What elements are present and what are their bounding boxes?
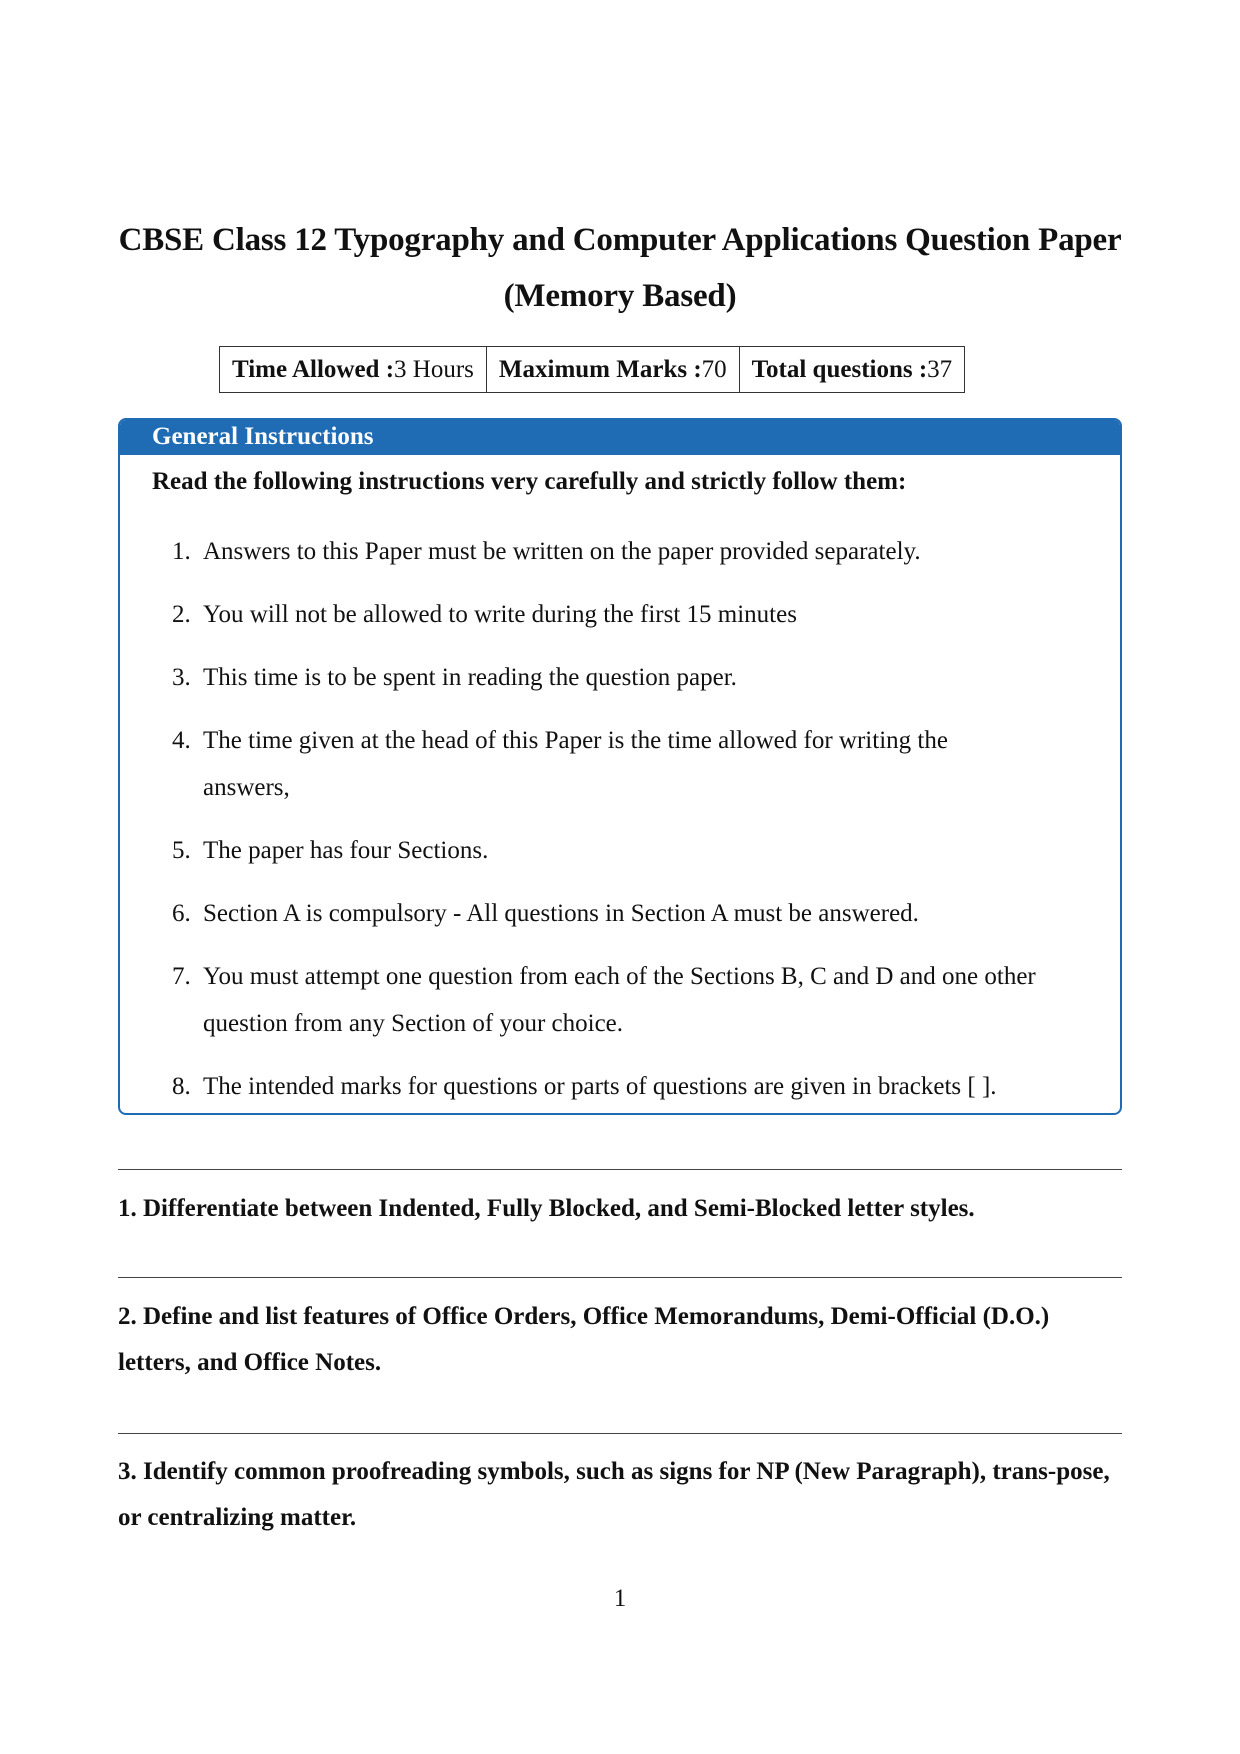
instruction-number: 1. xyxy=(172,538,191,565)
instruction-item xyxy=(172,1063,1072,1110)
total-questions-value: 37 xyxy=(927,355,953,383)
instruction-number: 6. xyxy=(172,900,191,927)
instruction-number: 7. xyxy=(172,963,191,990)
instruction-text: You will not be allowed to write during the first 15 minutes xyxy=(203,601,797,628)
document-title: CBSE Class 12 Typography and Computer Applications Question Paper (Memory Based) xyxy=(118,222,1122,314)
general-instructions-heading: General Instructions xyxy=(120,420,1120,455)
maximum-marks-label: Maximum Marks : xyxy=(498,355,702,383)
instruction-text: The paper has four Sections. xyxy=(203,837,489,864)
question-3: 3. Identify common proofreading symbols, such as signs for NP (New Paragraph), trans-pose, or centralizing matter. xyxy=(118,1458,1110,1531)
instruction-item xyxy=(172,717,1012,811)
exam-meta-table xyxy=(219,346,965,393)
instruction-text: The intended marks for questions or parts of questions are given in brackets [ ]. xyxy=(203,1073,997,1100)
instruction-item xyxy=(172,654,1072,701)
time-allowed-cell xyxy=(220,347,487,393)
total-questions-label: Total questions : xyxy=(751,355,928,383)
maximum-marks-cell xyxy=(486,347,739,393)
question-2: 2. Define and list features of Office Orders, Office Memorandums, Demi-Official (D.O.) letters, and Office Notes. xyxy=(118,1303,1050,1376)
instruction-item xyxy=(172,591,1072,638)
time-allowed-label: Time Allowed : xyxy=(232,355,395,383)
question-divider xyxy=(118,1277,1122,1278)
instruction-number: 2. xyxy=(172,601,191,628)
instruction-item xyxy=(172,890,1072,937)
instruction-item xyxy=(172,528,1072,575)
instructions-list xyxy=(172,528,1072,1115)
instruction-text: This time is to be spent in reading the question paper. xyxy=(203,664,737,691)
instruction-text: Answers to this Paper must be written on the paper provided separately. xyxy=(203,538,921,565)
general-instructions-box xyxy=(118,418,1122,1115)
total-questions-cell xyxy=(739,347,965,393)
instruction-item xyxy=(172,827,1072,874)
question-divider xyxy=(118,1433,1122,1434)
page-number: 1 xyxy=(613,1585,627,1612)
instruction-number: 4. xyxy=(172,727,191,754)
maximum-marks-value: 70 xyxy=(701,355,727,383)
time-allowed-value: 3 Hours xyxy=(394,355,474,383)
instruction-text: Section A is compulsory - All questions in Section A must be answered. xyxy=(203,900,919,927)
question-divider xyxy=(118,1169,1122,1170)
instruction-number: 5. xyxy=(172,837,191,864)
instruction-number: 8. xyxy=(172,1073,191,1100)
instruction-text: The time given at the head of this Paper is the time allowed for writing the answers, xyxy=(203,727,948,801)
instruction-item xyxy=(172,953,1052,1047)
question-1: 1. Differentiate between Indented, Fully Blocked, and Semi-Blocked letter styles. xyxy=(118,1195,975,1222)
instruction-number: 3. xyxy=(172,664,191,691)
instructions-lead: Read the following instructions very carefully and strictly follow them: xyxy=(152,468,907,495)
instruction-text: You must attempt one question from each of the Sections B, C and D and one other question from any Section of your choice. xyxy=(203,963,1036,1037)
